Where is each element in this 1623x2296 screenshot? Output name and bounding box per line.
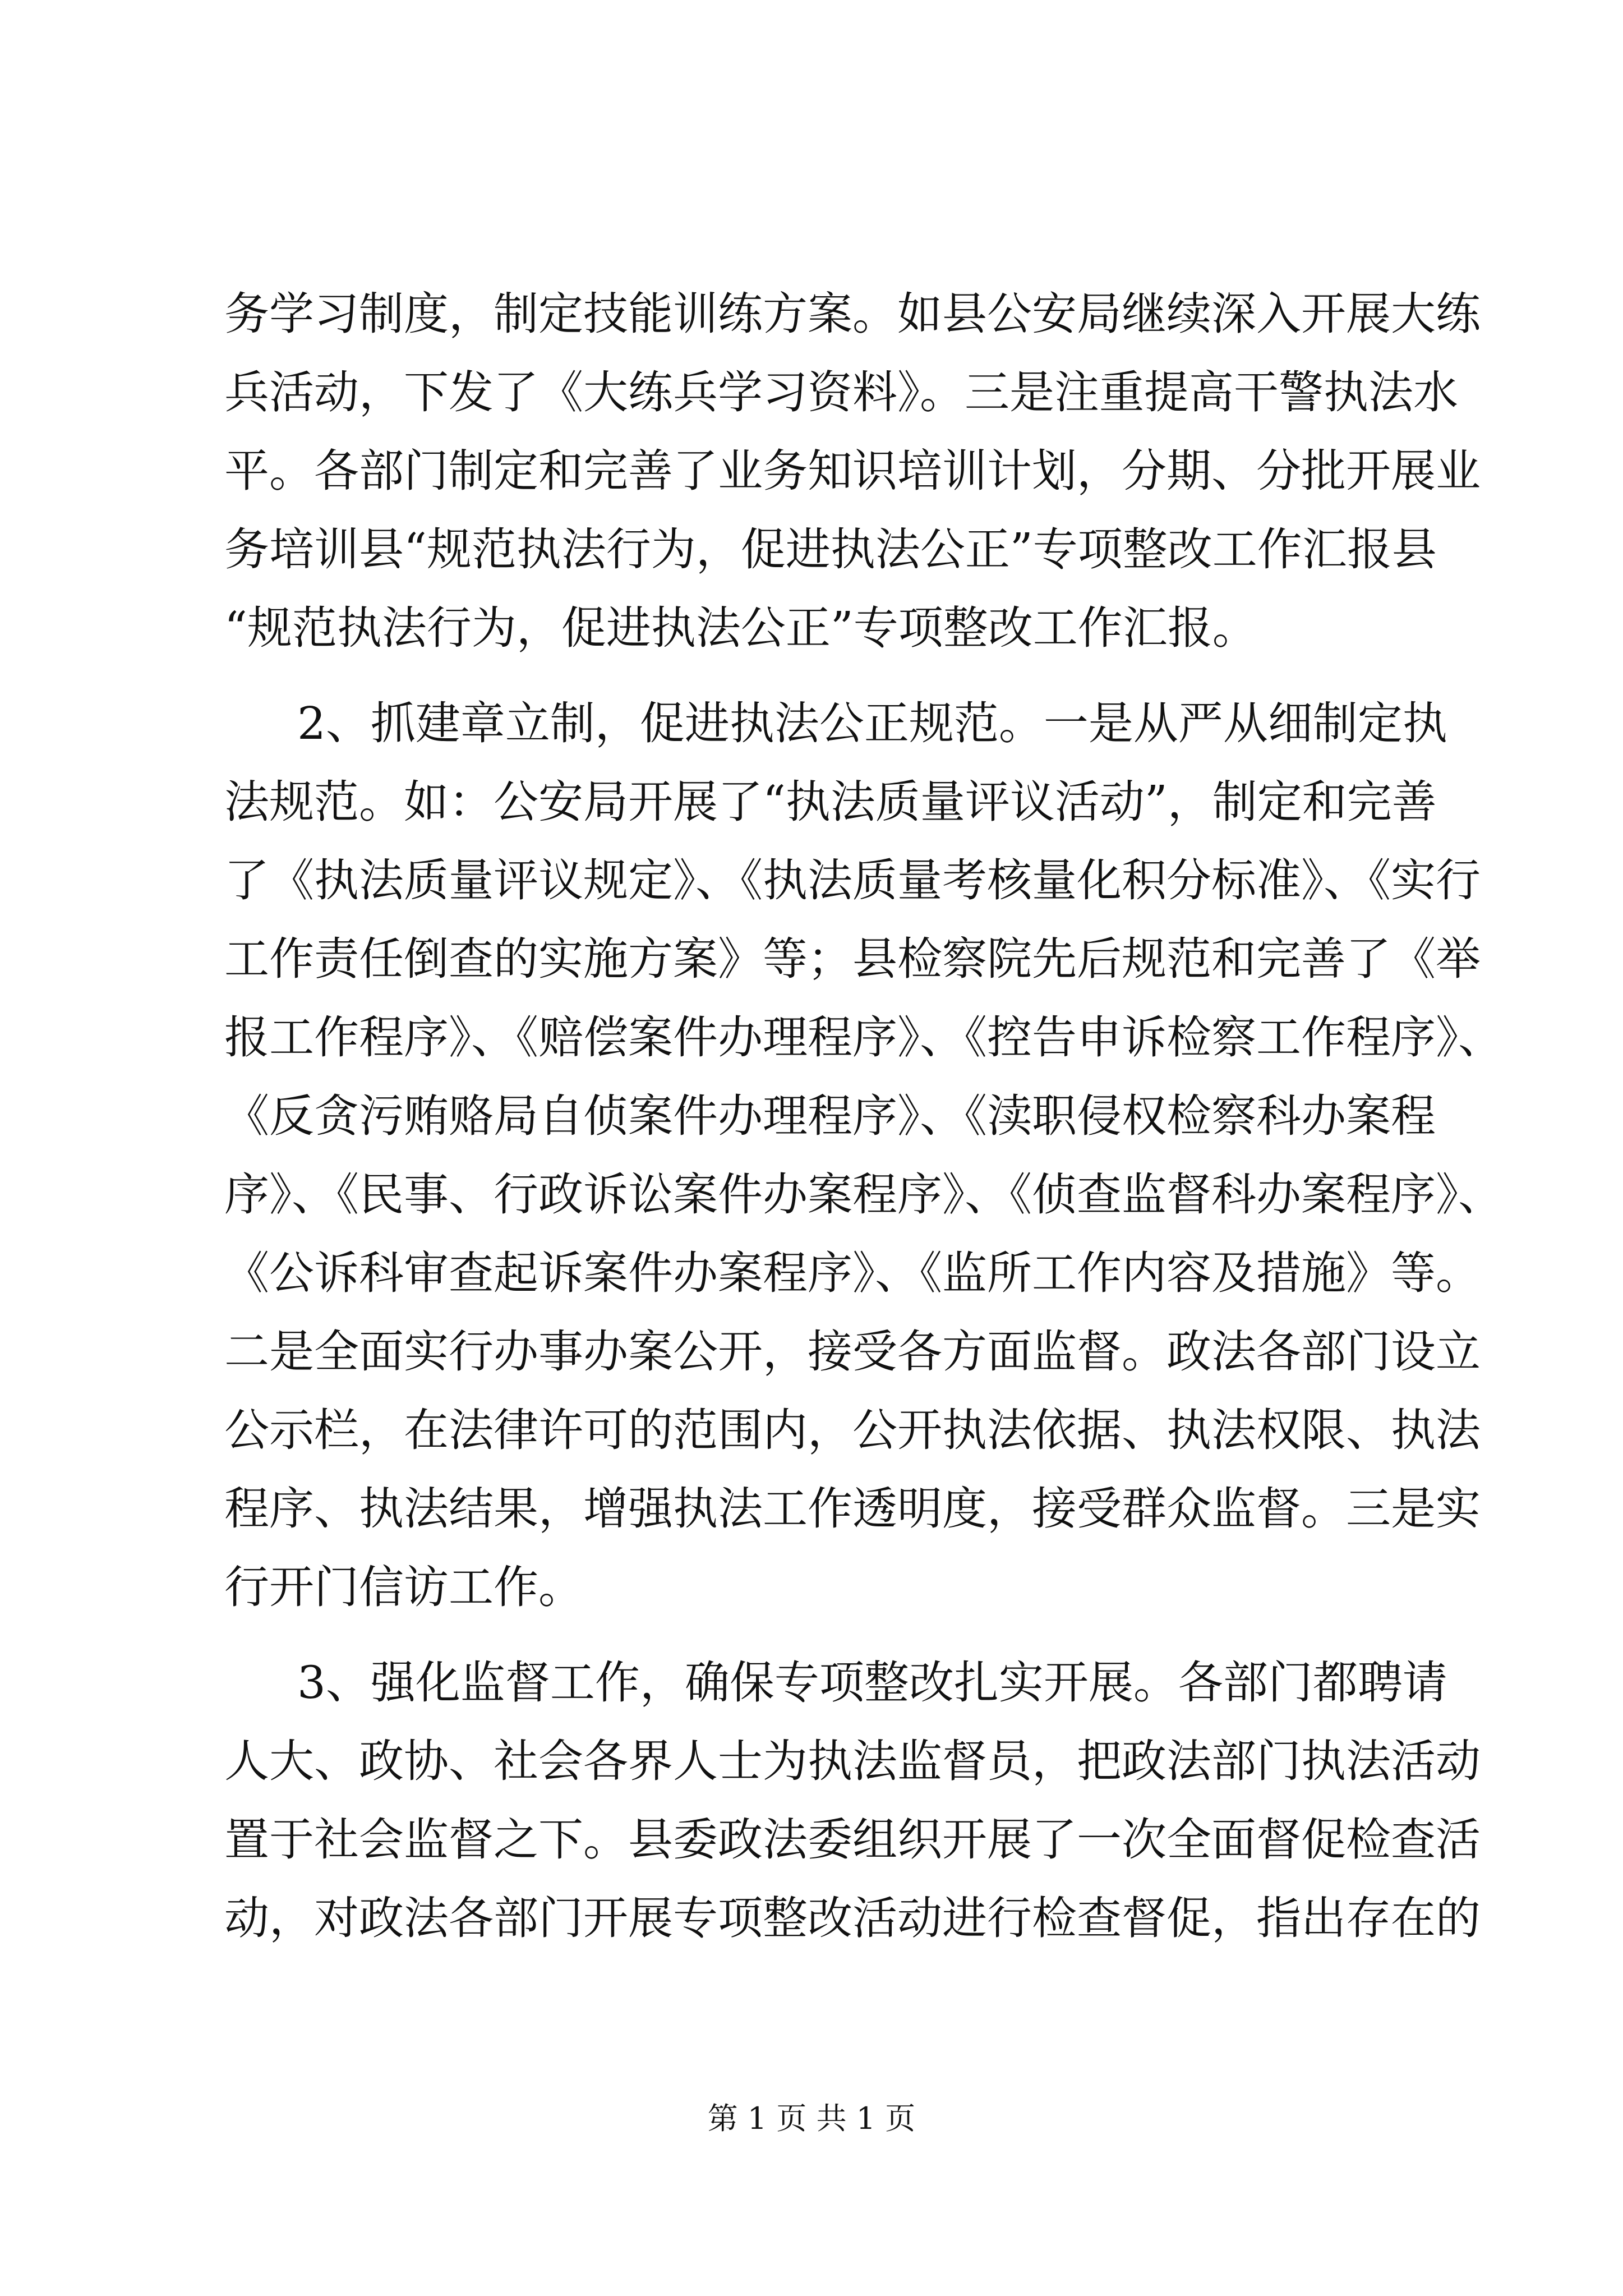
text-line-11: 《反贪污贿赂局自侦案件办理程序》、《渎职侵权检察科办案程 bbox=[224, 1090, 1436, 1142]
text-line-1: 务学习制度，制定技能训练方案。如县公安局继续深入开展大练 bbox=[224, 288, 1481, 340]
text-line-5: “规范执法行为，促进执法公正”专项整改工作汇报。 bbox=[224, 602, 1257, 654]
page-number-footer: 第 1 页 共 1 页 bbox=[707, 2101, 916, 2136]
text-line-13: 《公诉科审查起诉案件办案程序》、《监所工作内容及措施》等。 bbox=[224, 1247, 1481, 1299]
text-line-19: 人大、政协、社会各界人士为执法监督员，把政法部门执法活动 bbox=[224, 1735, 1481, 1787]
text-line-21: 动，对政法各部门开展专项整改活动进行检查督促，指出存在的 bbox=[224, 1892, 1481, 1944]
text-line-16: 程序、执法结果，增强执法工作透明度，接受群众监督。三是实 bbox=[224, 1483, 1481, 1535]
text-line-17: 行开门信访工作。 bbox=[224, 1561, 583, 1613]
text-line-10: 报工作程序》、《赔偿案件办理程序》、《控告申诉检察工作程序》、 bbox=[224, 1011, 1503, 1064]
text-line-4: 务培训县“规范执法行为，促进执法公正”专项整改工作汇报县 bbox=[224, 523, 1437, 576]
text-line-15: 公示栏，在法律许可的范围内，公开执法依据、执法权限、执法 bbox=[224, 1404, 1481, 1456]
text-line-14: 二是全面实行办事办案公开，接受各方面监督。政法各部门设立 bbox=[224, 1326, 1481, 1378]
text-line-9: 工作责任倒查的实施方案》等；县检察院先后规范和完善了《举 bbox=[224, 933, 1481, 985]
text-line-3: 平。各部门制定和完善了业务知识培训计划，分期、分批开展业 bbox=[224, 445, 1481, 497]
text-line-12: 序》、《民事、行政诉讼案件办案程序》、《侦查监督科办案程序》、 bbox=[224, 1168, 1503, 1221]
text-line-20: 置于社会监督之下。县委政法委组织开展了一次全面督促检查活 bbox=[224, 1814, 1481, 1866]
text-line-7: 法规范。如：公安局开展了“执法质量评议活动”，制定和完善 bbox=[224, 776, 1437, 828]
paragraph-3-first-line: 3、强化监督工作，确保专项整改扎实开展。各部门都聘请 bbox=[297, 1657, 1447, 1709]
text-line-8: 了《执法质量评议规定》、《执法质量考核量化积分标准》、《实行 bbox=[224, 854, 1481, 907]
text-line-2: 兵活动，下发了《大练兵学习资料》。三是注重提高干警执法水 bbox=[224, 366, 1458, 418]
paragraph-2-first-line: 2、抓建章立制，促进执法公正规范。一是从严从细制定执 bbox=[297, 697, 1447, 749]
